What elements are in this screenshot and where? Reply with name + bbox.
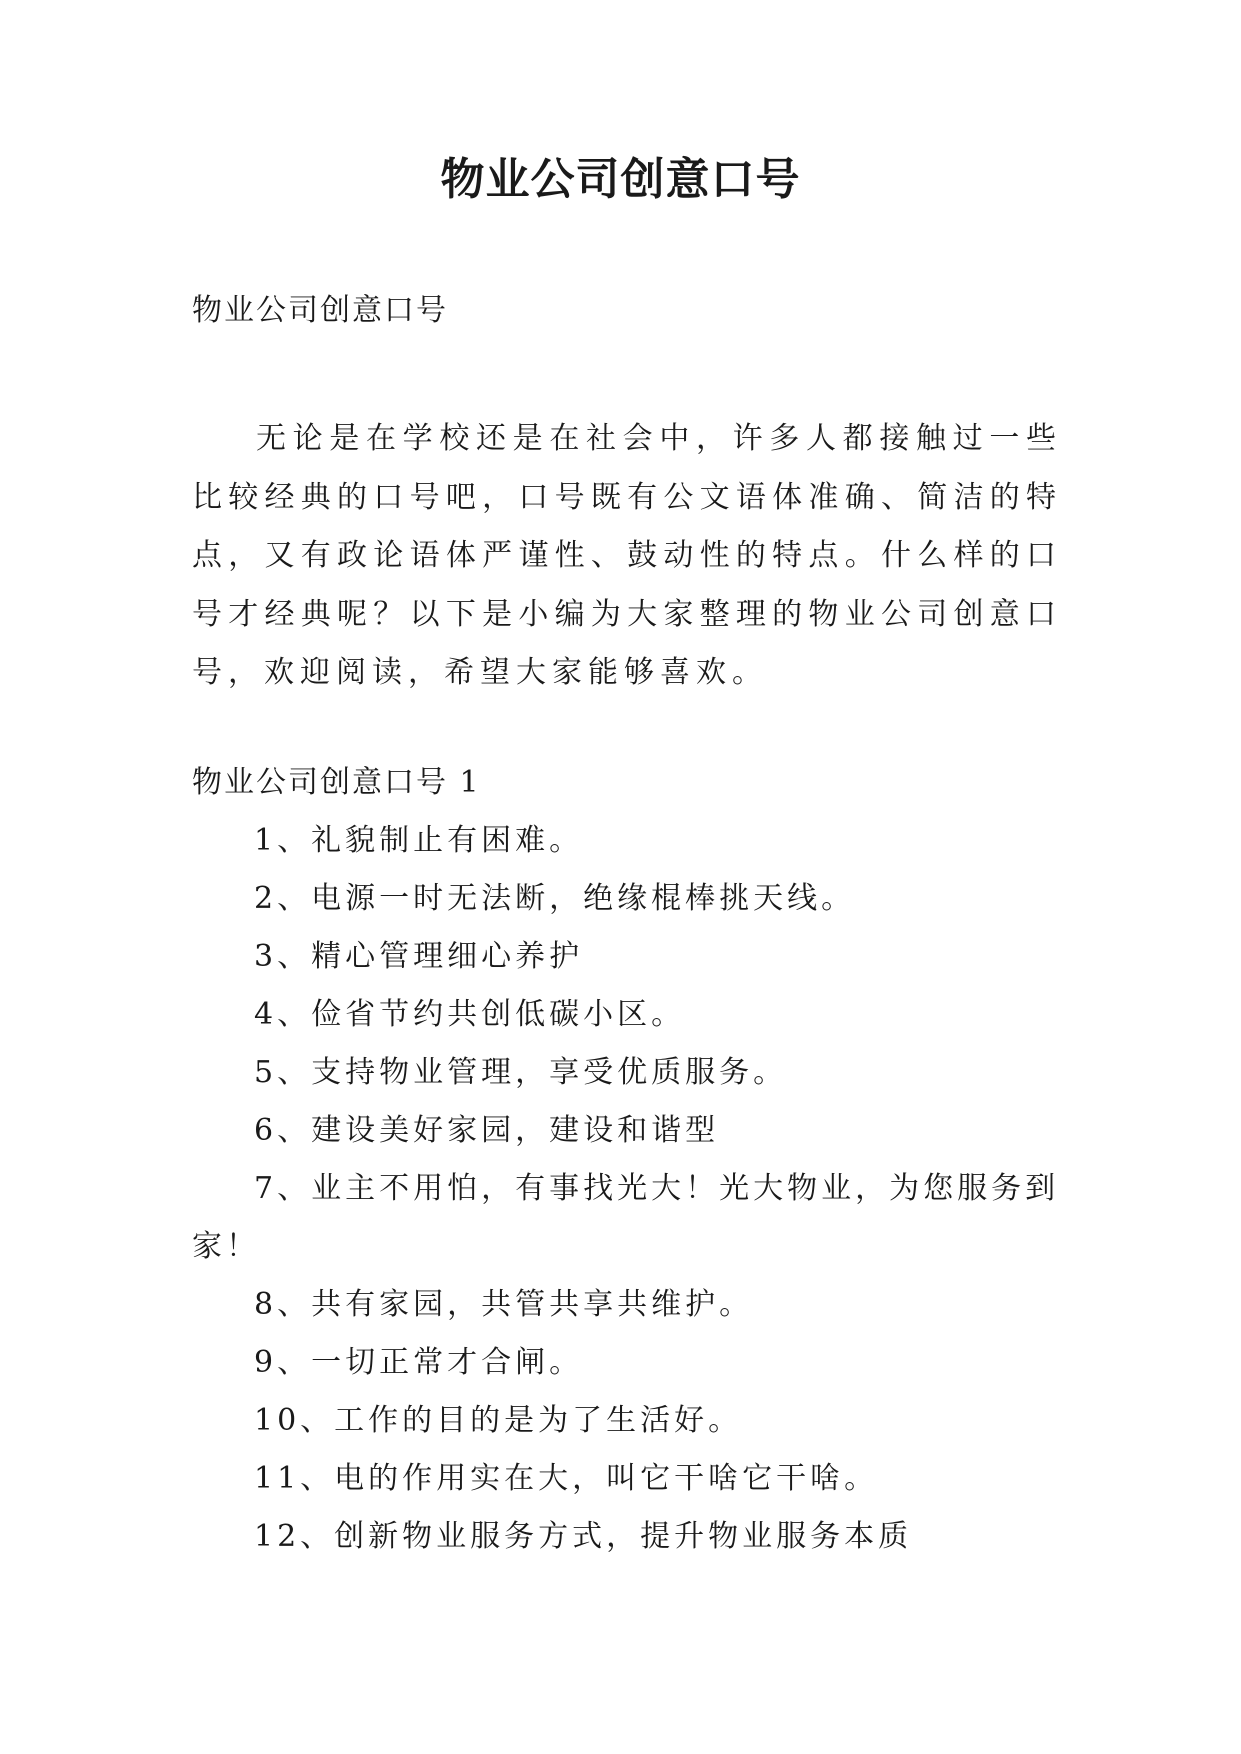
slogan-item: 6、建设美好家园，建设和谐型	[254, 1113, 720, 1148]
slogan-item: 4、俭省节约共创低碳小区。	[254, 997, 686, 1032]
slogan-item: 8、共有家园，共管共享共维护。	[254, 1287, 754, 1322]
slogan-item: 10、工作的目的是为了生活好。	[254, 1403, 743, 1438]
slogan-item: 3、精心管理细心养护	[254, 939, 584, 974]
section-heading: 物业公司创意口号 1	[192, 765, 481, 800]
slogan-item: 9、一切正常才合闸。	[254, 1345, 584, 1380]
slogan-item: 7、业主不用怕，有事找光大！光大物业，为您服务到家！	[192, 1171, 1060, 1264]
slogan-item: 12、创新物业服务方式，提升物业服务本质	[254, 1519, 913, 1554]
slogan-item: 1、礼貌制止有困难。	[254, 823, 584, 858]
slogan-item: 5、支持物业管理，享受优质服务。	[254, 1055, 788, 1090]
intro-paragraph: 无论是在学校还是在社会中，许多人都接触过一些比较经典的口号吧，口号既有公文语体准确、简洁的特点，又有政论语体严谨性、鼓动性的特点。什么样的口号才经典呢？以下是小编为大家整理的物业公司创意口号，欢迎阅读，希望大家能够喜欢。	[192, 421, 1062, 690]
slogan-list	[192, 812, 1062, 1566]
document-subtitle: 物业公司创意口号	[192, 293, 448, 328]
slogan-item: 2、电源一时无法断，绝缘棍棒挑天线。	[254, 881, 856, 916]
document-title: 物业公司创意口号	[440, 154, 801, 205]
slogan-item: 11、电的作用实在大，叫它干啥它干啥。	[254, 1461, 879, 1496]
